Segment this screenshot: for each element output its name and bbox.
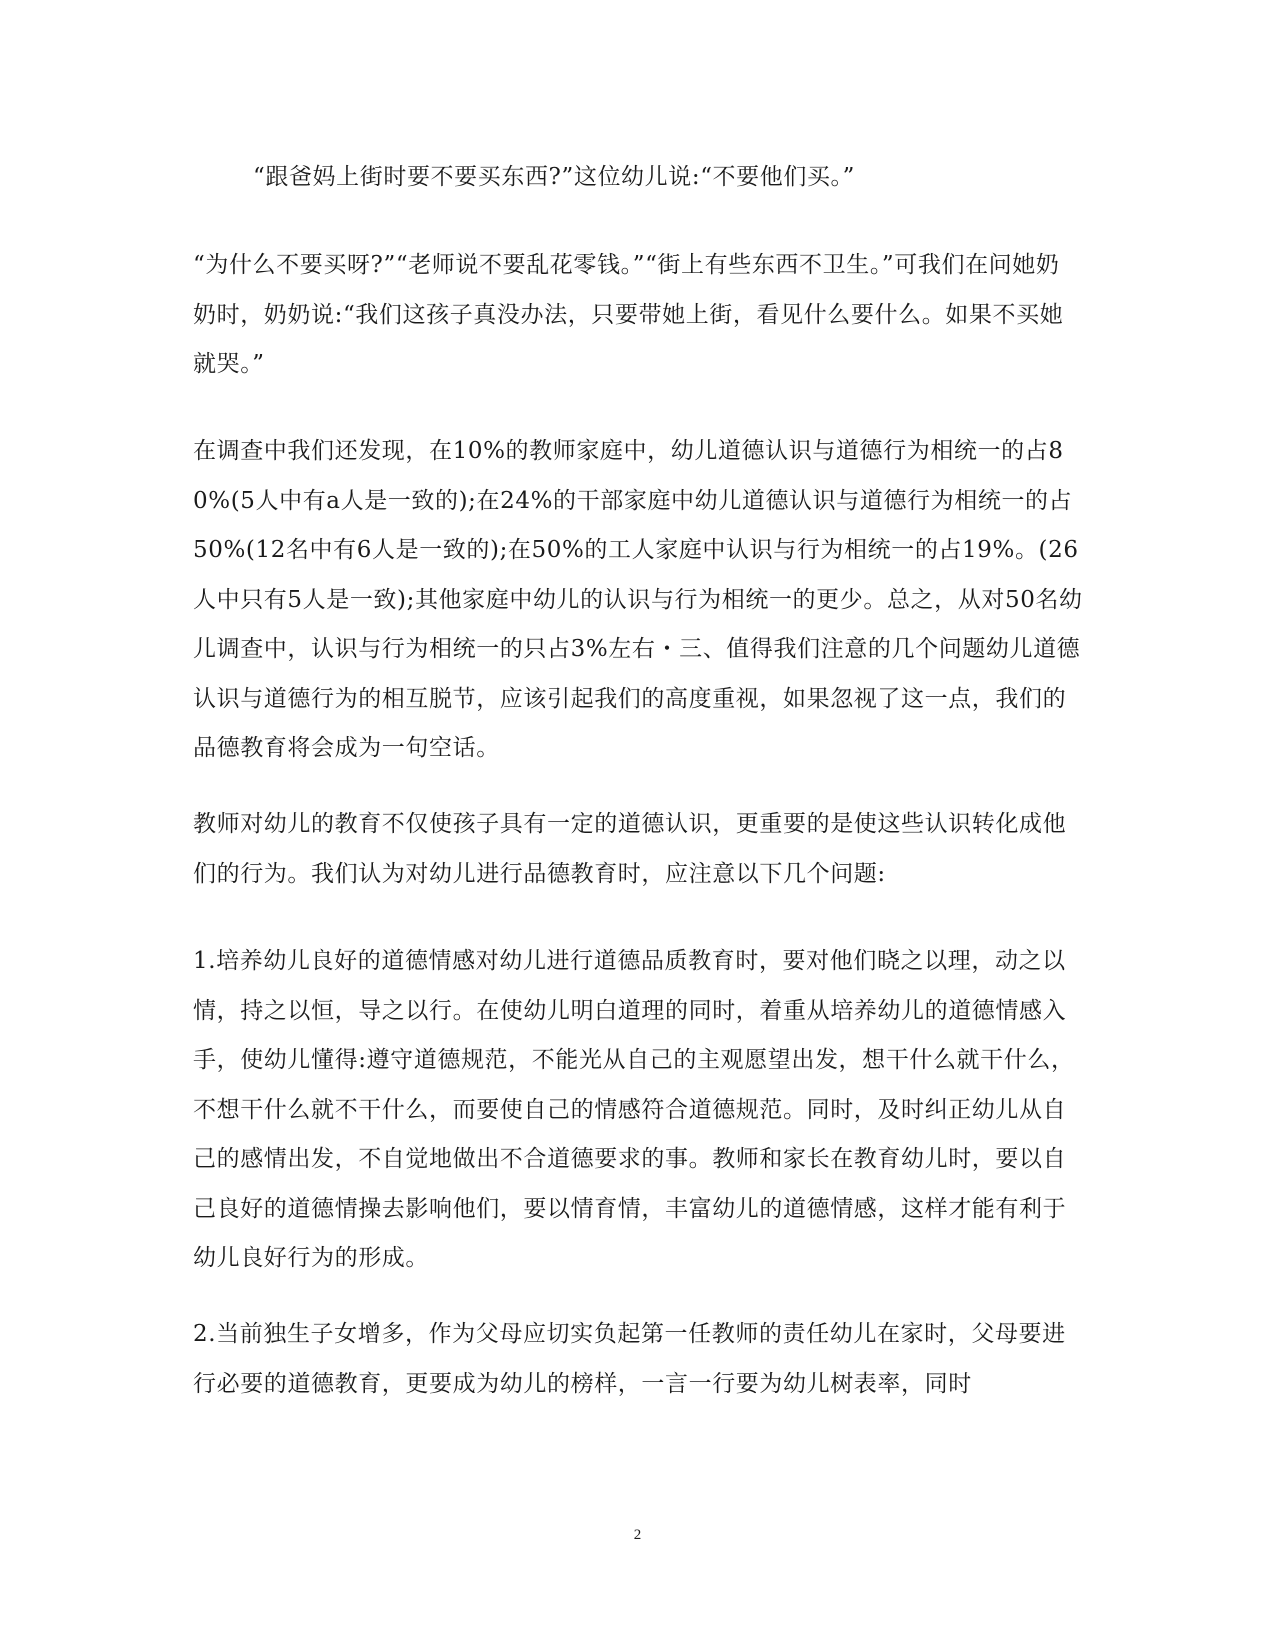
paragraph-5: 1.培养幼儿良好的道德情感对幼儿进行道德品质教育时，要对他们晓之以理，动之以情，持之以恒，导之以行。在使幼儿明白道理的同时，着重从培养幼儿的道德情感入手，使幼儿懂得:遵守道德规范，不能光从自己的主观愿望出发，想干什么就干什么，不想干什么就不干什么，而要使自己的情感符合道德规范。同时，及时纠正幼儿从自己的感情出发，不自觉地做出不合道德要求的事。教师和家长在教育幼儿时，要以自己良好的道德情操去影响他们，要以情育情，丰富幼儿的道德情感，这样才能有利于幼儿良好行为的形成。 bbox=[193, 948, 1075, 1271]
page-number: 2 bbox=[633, 1527, 642, 1543]
paragraph-6: 2.当前独生子女增多，作为父母应切实负起第一任教师的责任幼儿在家时，父母要进行必要的道德教育，更要成为幼儿的榜样，一言一行要为幼儿树表率，同时 bbox=[193, 1321, 1066, 1397]
paragraph-2: “为什么不要买呀?”“老师说不要乱花零钱。”“街上有些东西不卫生。”可我们在问她奶奶时，奶奶说:“我们这孩子真没办法，只要带她上街，看见什么要什么。如果不买她就哭。” bbox=[193, 252, 1064, 377]
paragraph-1: “跟爸妈上街时要不要买东西?”这位幼儿说:“不要他们买。” bbox=[253, 164, 856, 190]
paragraph-4: 教师对幼儿的教育不仅使孩子具有一定的道德认识，更重要的是使这些认识转化成他们的行为。我们认为对幼儿进行品德教育时，应注意以下几个问题: bbox=[193, 811, 1067, 887]
paragraph-3: 在调查中我们还发现，在10%的教师家庭中，幼儿道德认识与道德行为相统一的占80%(5人中有a人是一致的);在24%的干部家庭中幼儿道德认识与道德行为相统一的占50%(12名中有6人是一致的);在50%的工人家庭中认识与行为相统一的占19%。(26人中只有5人是一致);其他家庭中幼儿的认识与行为相统一的更少。总之，从对50名幼儿调查中，认识与行为相统一的只占3%左右・三、值得我们注意的几个问题幼儿道德认识与道德行为的相互脱节，应该引起我们的高度重视，如果忽视了这一点，我们的品德教育将会成为一句空话。 bbox=[193, 438, 1083, 761]
